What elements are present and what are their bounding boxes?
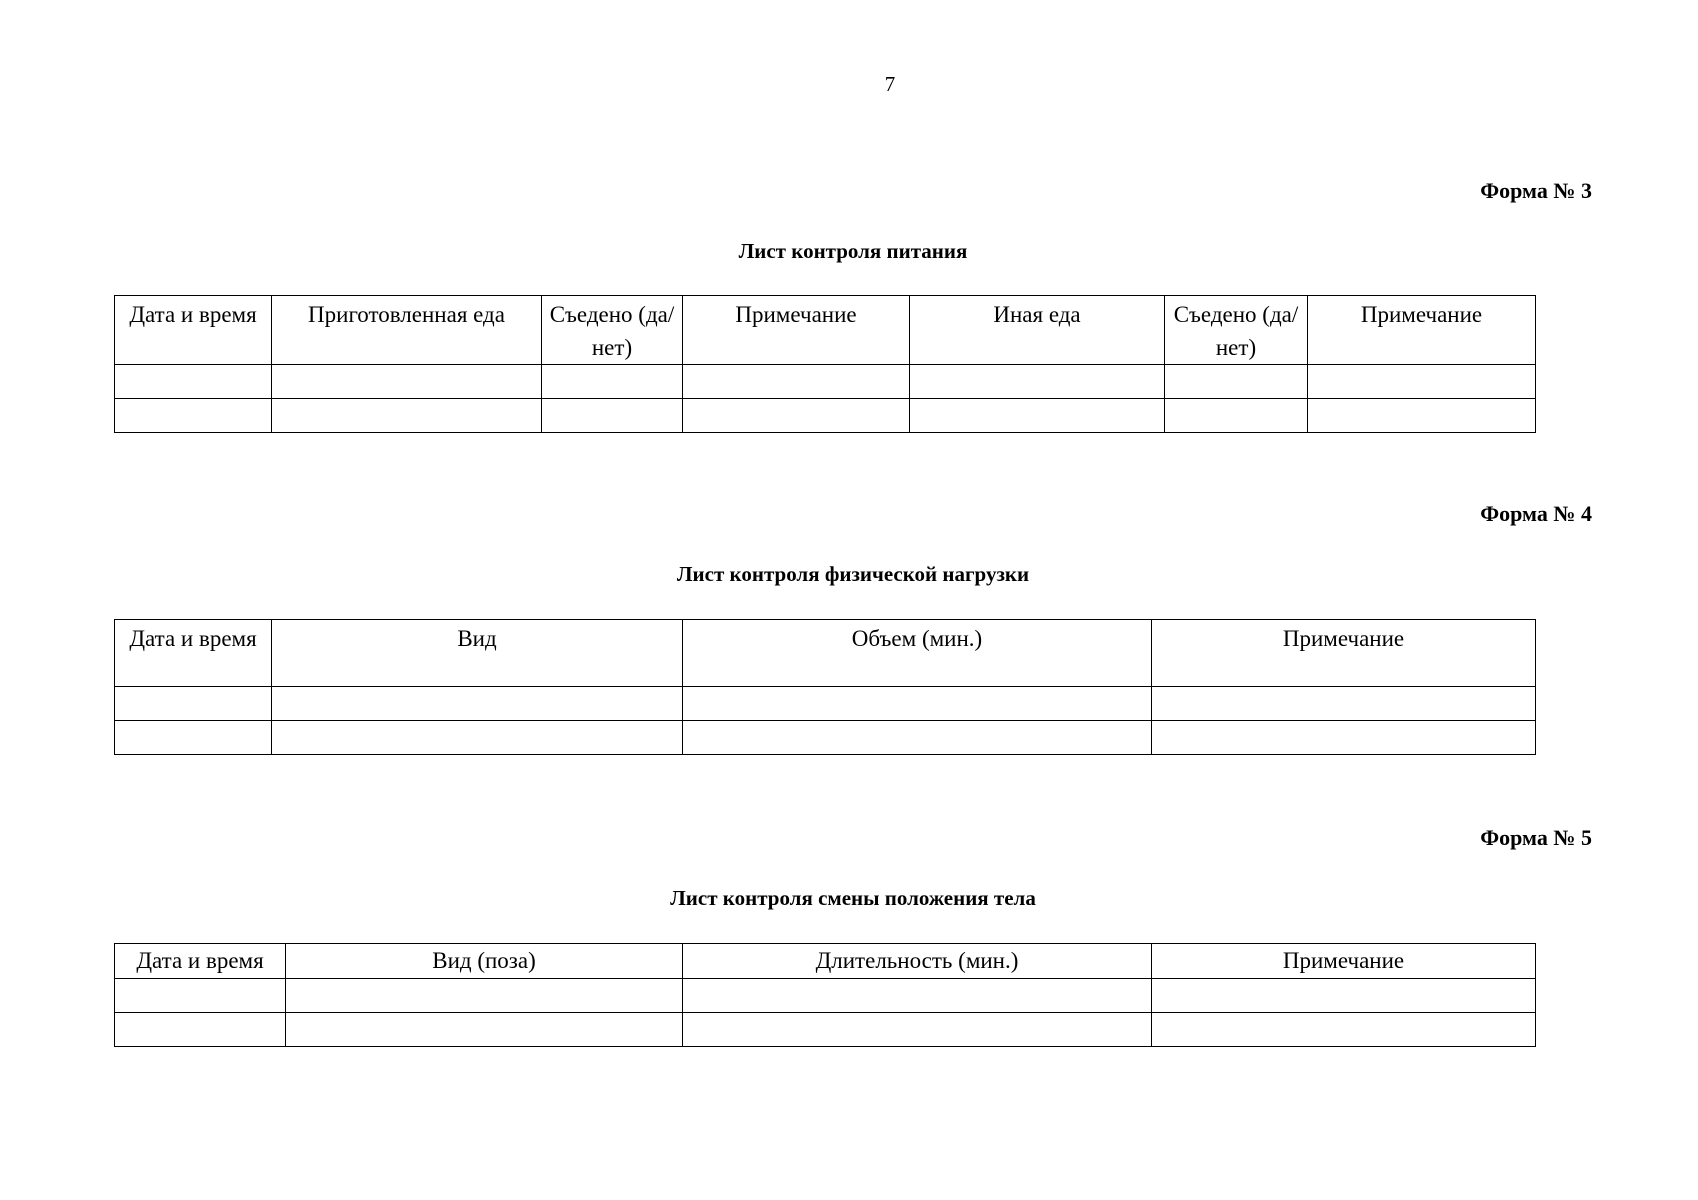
form-5-label: Форма № 5	[1480, 825, 1592, 850]
table-cell[interactable]	[272, 365, 542, 399]
column-header: Примечание	[1152, 944, 1536, 979]
table-row	[115, 365, 1536, 399]
table-cell[interactable]	[115, 721, 272, 755]
column-header: Приготовленная еда	[272, 296, 542, 365]
column-header: Примечание	[1308, 296, 1536, 365]
table-cell[interactable]	[115, 687, 272, 721]
table-cell[interactable]	[115, 399, 272, 433]
table-header-row	[115, 296, 1536, 365]
table-header-row	[115, 944, 1536, 979]
column-header: Примечание	[683, 296, 910, 365]
table-cell[interactable]	[1152, 979, 1536, 1013]
table-cell[interactable]	[286, 979, 683, 1013]
table-cell[interactable]	[683, 365, 910, 399]
table-cell[interactable]	[910, 365, 1165, 399]
table-cell[interactable]	[910, 399, 1165, 433]
table-cell[interactable]	[1152, 1013, 1536, 1047]
table-cell[interactable]	[115, 979, 286, 1013]
table-cell[interactable]	[115, 365, 272, 399]
table-cell[interactable]	[1165, 365, 1308, 399]
column-header: Длительность (мин.)	[683, 944, 1152, 979]
column-header: Дата и время	[115, 620, 272, 687]
table-header-row	[115, 620, 1536, 687]
table-cell[interactable]	[1152, 721, 1536, 755]
column-header: Объем (мин.)	[683, 620, 1152, 687]
table-row	[115, 979, 1536, 1013]
food-control-table	[114, 295, 1536, 433]
table-cell[interactable]	[115, 1013, 286, 1047]
table-cell[interactable]	[683, 399, 910, 433]
table-row	[115, 399, 1536, 433]
column-header: Съедено (да/нет)	[1165, 296, 1308, 365]
form-4-label: Форма № 4	[1480, 501, 1592, 526]
column-header: Примечание	[1152, 620, 1536, 687]
table-cell[interactable]	[1308, 399, 1536, 433]
table-cell[interactable]	[683, 1013, 1152, 1047]
form-4-title: Лист контроля физической нагрузки	[676, 562, 1030, 586]
column-header: Вид (поза)	[286, 944, 683, 979]
column-header: Съедено (да/нет)	[542, 296, 683, 365]
body-position-table	[114, 943, 1536, 1047]
table-cell[interactable]	[683, 687, 1152, 721]
table-cell[interactable]	[542, 399, 683, 433]
table-row	[115, 1013, 1536, 1047]
table-cell[interactable]	[272, 687, 683, 721]
form-3-label: Форма № 3	[1480, 178, 1592, 203]
table-cell[interactable]	[683, 721, 1152, 755]
table-row	[115, 721, 1536, 755]
table-cell[interactable]	[1152, 687, 1536, 721]
column-header: Дата и время	[115, 944, 286, 979]
table-cell[interactable]	[1308, 365, 1536, 399]
physical-activity-table	[114, 619, 1536, 755]
form-5-title: Лист контроля смены положения тела	[670, 886, 1036, 910]
table-cell[interactable]	[542, 365, 683, 399]
table-cell[interactable]	[272, 399, 542, 433]
table-cell[interactable]	[683, 979, 1152, 1013]
table-cell[interactable]	[286, 1013, 683, 1047]
column-header: Дата и время	[115, 296, 272, 365]
column-header: Вид	[272, 620, 683, 687]
form-3-title: Лист контроля питания	[738, 239, 968, 263]
table-cell[interactable]	[1165, 399, 1308, 433]
page-number: 7	[884, 72, 896, 96]
column-header: Иная еда	[910, 296, 1165, 365]
table-cell[interactable]	[272, 721, 683, 755]
table-row	[115, 687, 1536, 721]
